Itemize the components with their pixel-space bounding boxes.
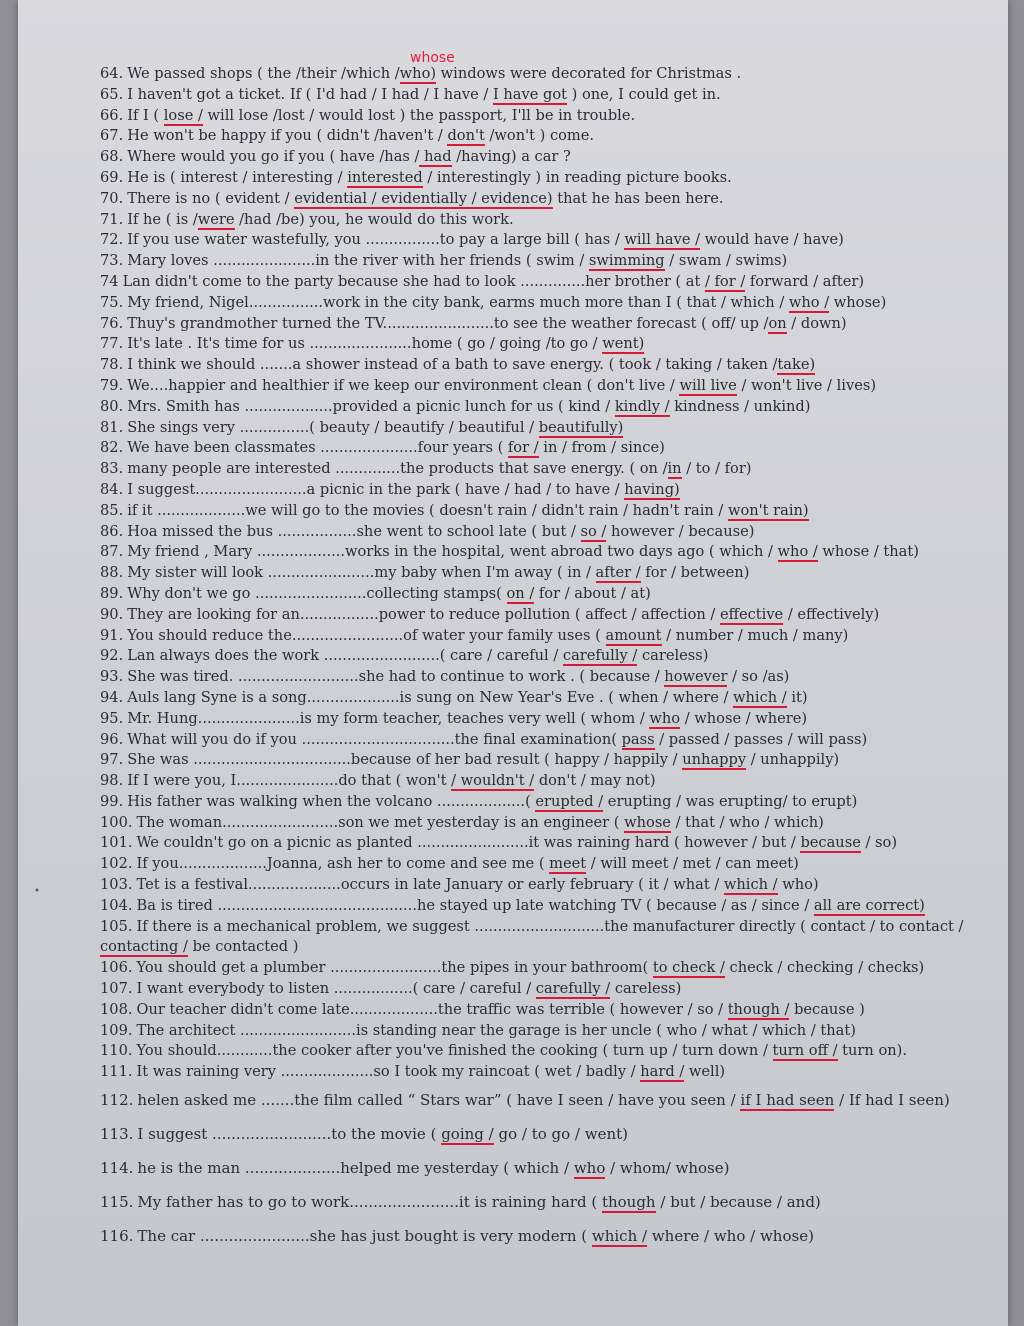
question-line: [100, 1117, 990, 1151]
question-text: It's late . It's time for us ......................home ( go / going /to go /: [127, 335, 603, 353]
question-text: We have been classmates .....................four years (: [127, 439, 508, 457]
question-text: he is the man ....................helped me yesterday ( which /: [137, 1159, 574, 1178]
question-text: If I were you, I......................do that ( won't: [127, 772, 452, 790]
question-text: Where would you go if you ( have /has /: [127, 148, 420, 166]
question-line: [100, 355, 990, 376]
question-line: [100, 584, 990, 605]
question-number: 93.: [100, 668, 124, 686]
question-text: whose / that): [817, 543, 919, 561]
underlined-answer: going /: [441, 1125, 494, 1144]
question-text: where / who / whose): [647, 1227, 814, 1246]
question-number: 114.: [100, 1159, 134, 1178]
question-text: You should reduce the........................of water your family uses (: [127, 626, 606, 644]
question-number: 109.: [100, 1021, 133, 1039]
question-text: / that / who / which): [670, 813, 824, 831]
question-text: for / about / at): [534, 584, 651, 602]
underlined-answer: in: [667, 460, 682, 478]
question-number: 99.: [100, 792, 124, 810]
underlined-answer: who: [649, 709, 681, 727]
question-number: 92.: [100, 647, 124, 665]
question-number: 83.: [100, 460, 124, 478]
question-line: [100, 1000, 990, 1021]
question-text: There is no ( evident /: [127, 189, 295, 207]
question-line: [100, 230, 990, 251]
question-text: kindness / unkind): [669, 397, 811, 415]
underlined-answer: take): [777, 356, 816, 374]
question-number: 100.: [100, 813, 133, 831]
underlined-answer: so /: [580, 522, 607, 540]
question-line: [100, 626, 990, 647]
question-number: 81.: [100, 418, 124, 436]
question-number: 97.: [100, 751, 124, 769]
question-text: Mrs. Smith has ...................provided a picnic lunch for us ( kind /: [127, 397, 615, 415]
underlined-answer: evidential / evidentially / evidence): [294, 189, 553, 207]
question-text: / so /as): [727, 668, 790, 686]
underlined-answer: were: [197, 210, 235, 228]
question-line: [100, 875, 990, 896]
underlined-answer: who: [573, 1159, 606, 1178]
underlined-answer: on /: [506, 584, 535, 602]
underlined-answer: however: [664, 668, 728, 686]
question-line: [100, 563, 990, 584]
question-line: [100, 1185, 990, 1219]
question-text: We couldn't go on a picnic as planted ........................it was raining hard ( however / but /: [136, 834, 801, 852]
question-line: [100, 1083, 990, 1117]
underlined-answer: meet: [549, 855, 587, 873]
underlined-answer: if I had seen: [740, 1091, 835, 1110]
underlined-answer: will have /: [624, 231, 701, 249]
question-text: / passed / passes / will pass): [654, 730, 868, 748]
underlined-answer: effective: [719, 605, 784, 623]
question-text: ) one, I could get in.: [567, 85, 721, 103]
question-line: [100, 605, 990, 626]
question-line: [100, 210, 990, 231]
question-line: [100, 147, 990, 168]
question-number: 94.: [100, 688, 124, 706]
question-number: 78.: [100, 356, 124, 374]
question-text: I haven't got a ticket. If ( I'd had / I had / I have /: [127, 85, 493, 103]
underlined-answer: I have got: [492, 85, 567, 103]
question-text: careless): [610, 980, 682, 998]
margin-mark: •: [34, 886, 40, 897]
question-line: [100, 854, 990, 875]
question-line: [100, 397, 990, 418]
question-line: [100, 418, 990, 439]
question-text: be contacted ): [187, 938, 299, 956]
question-text: My father has to go to work.......................it is raining hard (: [137, 1193, 602, 1212]
question-text: /had /be) you, he would do this work.: [234, 210, 514, 228]
underlined-answer: to check /: [652, 959, 725, 977]
question-number: 96.: [100, 730, 124, 748]
question-line: [100, 293, 990, 314]
question-text: / number / much / many): [661, 626, 849, 644]
question-text: He won't be happy if you ( didn't /haven't /: [127, 127, 448, 145]
underlined-answer: beautifully): [538, 418, 624, 436]
underlined-answer: though: [601, 1193, 656, 1212]
question-text: She sings very ...............( beauty / beautify / beautiful /: [127, 418, 539, 436]
question-line: [100, 979, 990, 1000]
question-text: She was ..................................because of her bad result ( happy / happily /: [127, 751, 683, 769]
question-number: 73.: [100, 252, 124, 270]
question-number: 84.: [100, 480, 124, 498]
question-number: 112.: [100, 1091, 134, 1110]
question-line: [100, 189, 990, 210]
question-number: 107.: [100, 980, 133, 998]
question-text: Mary loves ......................in the river with her friends ( swim /: [127, 252, 589, 270]
question-text: however / because): [606, 522, 755, 540]
question-number: 79.: [100, 376, 124, 394]
question-number: 82.: [100, 439, 124, 457]
underlined-answer: after /: [595, 564, 641, 582]
underlined-answer: for /: [507, 439, 539, 457]
question-line: [100, 376, 990, 397]
question-text: for / between): [640, 564, 750, 582]
underlined-answer: which /: [591, 1227, 648, 1246]
question-text: If I (: [127, 106, 164, 124]
question-number: 68.: [100, 148, 124, 166]
question-number: 87.: [100, 543, 124, 561]
underlined-answer: carefully /: [562, 647, 638, 665]
question-number: 85.: [100, 501, 124, 519]
question-text: / swam / swims): [664, 252, 788, 270]
question-line: [100, 314, 990, 335]
underlined-answer: having): [624, 480, 680, 498]
question-text: / unhappily): [746, 751, 840, 769]
question-text: You should............the cooker after you've finished the cooking ( turn up / turn down /: [136, 1042, 773, 1060]
question-number: 66.: [100, 106, 124, 124]
underlined-answer: who /: [788, 293, 830, 311]
question-text: because ): [789, 1000, 865, 1018]
question-text: / effectively): [783, 605, 880, 623]
question-text: will lose /lost / would lost ) the passport, I'll be in trouble.: [202, 106, 636, 124]
question-text: turn on).: [837, 1042, 907, 1060]
question-text: You should get a plumber ........................the pipes in your bathroom(: [136, 959, 653, 977]
question-text: / will meet / met / can meet): [586, 855, 799, 873]
underlined-answer: who /: [777, 543, 818, 561]
question-text: They are looking for an.................power to reduce pollution ( affect / affection /: [127, 605, 720, 623]
question-text: forward / after): [745, 272, 865, 290]
question-number: 110.: [100, 1042, 133, 1060]
question-text: / If had I seen): [834, 1091, 950, 1110]
question-text: well): [684, 1063, 726, 1081]
question-text: She was tired. ..........................she had to continue to work . ( because /: [127, 668, 665, 686]
question-text: What will you do if you .................................the final examination(: [127, 730, 622, 748]
question-line: [100, 542, 990, 563]
question-text: that he has been here.: [552, 189, 724, 207]
underlined-answer: don't: [447, 127, 485, 145]
question-number: 104.: [100, 896, 133, 914]
underlined-answer: unhappy: [682, 751, 747, 769]
question-line: [100, 106, 990, 127]
question-number: 74: [100, 272, 119, 290]
question-line: [100, 251, 990, 272]
question-line: [100, 438, 990, 459]
question-number: 105.: [100, 917, 133, 935]
question-text: If there is a mechanical problem, we suggest ............................the manufacturer directly ( contact / to contact /: [136, 917, 964, 935]
question-text: / down): [786, 314, 847, 332]
question-text: Lan always does the work .........................( care / careful /: [127, 647, 563, 665]
question-number: 116.: [100, 1227, 134, 1246]
question-text: It was raining very ....................so I took my raincoat ( wet / badly /: [136, 1063, 641, 1081]
question-number: 88.: [100, 564, 124, 582]
question-number: 67.: [100, 127, 124, 145]
question-number: 70.: [100, 189, 124, 207]
question-number: 89.: [100, 584, 124, 602]
question-line: [100, 646, 990, 667]
question-number: 111.: [100, 1063, 133, 1081]
question-line: [100, 792, 990, 813]
underlined-answer: went): [602, 335, 645, 353]
underlined-answer: carefully /: [535, 980, 611, 998]
question-text: His father was walking when the volcano ...................(: [127, 792, 536, 810]
question-text: /having) a car ?: [451, 148, 571, 166]
question-line: [100, 85, 990, 106]
underlined-answer: won't rain): [727, 501, 809, 519]
question-number: 65.: [100, 85, 124, 103]
question-text: /won't ) come.: [484, 127, 595, 145]
question-line: [100, 334, 990, 355]
question-line: [100, 64, 990, 85]
question-number: 69.: [100, 168, 124, 186]
question-line: [100, 501, 990, 522]
underlined-answer: swimming: [588, 252, 665, 270]
question-text: in / from / since): [538, 439, 665, 457]
question-text: Thuy's grandmother turned the TV........................to see the weather forecast ( off/ up /: [127, 314, 769, 332]
question-number: 75.: [100, 293, 124, 311]
question-line: [100, 750, 990, 771]
question-text: I want everybody to listen .................( care / careful /: [136, 980, 536, 998]
underlined-answer: on: [768, 314, 787, 332]
underlined-answer: will live: [679, 376, 737, 394]
underlined-answer: which /: [723, 876, 778, 894]
question-line: [100, 917, 990, 938]
question-text: whose): [829, 293, 887, 311]
question-number: 106.: [100, 959, 133, 977]
question-text: check / checking / checks): [724, 959, 925, 977]
underlined-answer: whose: [624, 813, 671, 831]
question-number: 113.: [100, 1125, 134, 1144]
question-text: it): [786, 688, 808, 706]
question-line: [100, 1021, 990, 1042]
question-number: 91.: [100, 626, 124, 644]
question-text: / to / for): [681, 460, 752, 478]
question-text: Lan didn't come to the party because she had to look ..............her brother ( at: [122, 272, 705, 290]
question-text: / whose / where): [680, 709, 808, 727]
underlined-answer: / for /: [704, 272, 746, 290]
question-text: / but / because / and): [655, 1193, 821, 1212]
question-text: windows were decorated for Christmas .: [436, 65, 742, 82]
question-text: I suggest........................a picnic in the park ( have / had / to have /: [127, 480, 625, 498]
question-text: Mr. Hung......................is my form teacher, teaches very well ( whom /: [127, 709, 650, 727]
question-text: If he ( is /: [127, 210, 198, 228]
question-line: [100, 709, 990, 730]
question-text: My friend , Mary ...................works in the hospital, went abroad two days ago ( which /: [127, 543, 778, 561]
worksheet-page: [18, 0, 1008, 1326]
question-line: [100, 688, 990, 709]
question-line: [100, 168, 990, 189]
underlined-answer: kindly /: [614, 397, 670, 415]
underlined-answer: / wouldn't /: [451, 772, 535, 790]
question-number: 64.: [100, 65, 124, 82]
question-text: who): [777, 876, 819, 894]
question-text: Tet is a festival....................occurs in late January or early february ( it / what /: [136, 876, 724, 894]
question-line: [100, 1151, 990, 1185]
question-text: We passed shops ( the /their /which /: [127, 65, 400, 82]
question-text: The car .......................she has just bought is very modern (: [137, 1227, 592, 1246]
question-text: The architect .........................is standing near the garage is her uncle ( who / what / which / that): [136, 1021, 856, 1039]
question-text: erupting / was erupting/ to erupt): [603, 792, 858, 810]
question-text: Hoa missed the bus .................she went to school late ( but /: [127, 522, 581, 540]
question-number: 95.: [100, 709, 124, 727]
underlined-answer: turn off /: [772, 1042, 838, 1060]
question-text: My sister will look .......................my baby when I'm away ( in /: [127, 564, 596, 582]
question-line: [100, 896, 990, 917]
question-text: Auls lang Syne is a song....................is sung on New Year's Eve . ( when / where /: [127, 688, 734, 706]
question-text: / interestingly ) in reading picture books.: [422, 168, 732, 186]
question-text: if it ...................we will go to the movies ( doesn't rain / didn't rain / hadn't rain /: [127, 501, 728, 519]
question-text: We....happier and healthier if we keep our environment clean ( don't live /: [127, 376, 680, 394]
question-line: [100, 771, 990, 792]
question-number: 102.: [100, 855, 133, 873]
question-list: [100, 64, 990, 1253]
question-text: I think we should .......a shower instead of a bath to save energy. ( took / taking / taken /: [127, 356, 778, 374]
question-text: / won't live / lives): [736, 376, 877, 394]
underlined-answer: hard /: [640, 1063, 685, 1081]
question-line: [100, 937, 990, 958]
question-line: [100, 667, 990, 688]
underlined-answer: because: [800, 834, 861, 852]
question-line: [100, 813, 990, 834]
question-number: 90.: [100, 605, 124, 623]
question-text: The woman.........................son we met yesterday is an engineer (: [136, 813, 625, 831]
question-line: [100, 730, 990, 751]
question-text: / so): [860, 834, 898, 852]
underlined-answer: all are correct): [813, 896, 925, 914]
question-text: He is ( interest / interesting /: [127, 168, 348, 186]
question-line: [100, 126, 990, 147]
question-text: / whom/ whose): [605, 1159, 730, 1178]
question-text: Why don't we go ........................collecting stamps(: [127, 584, 507, 602]
question-number: 101.: [100, 834, 133, 852]
question-line: [100, 459, 990, 480]
question-line: [100, 272, 990, 293]
question-text: My friend, Nigel................work in the city bank, earms much more than I ( that / which /: [127, 293, 789, 311]
question-text: careless): [637, 647, 709, 665]
question-text: Our teacher didn't come late...................the traffic was terrible ( however / so /: [136, 1000, 728, 1018]
question-number: 103.: [100, 876, 133, 894]
question-text: would have / have): [700, 231, 844, 249]
question-text: go / to go / went): [493, 1125, 628, 1144]
question-number: 72.: [100, 231, 124, 249]
question-line: [100, 958, 990, 979]
question-number: 108.: [100, 1000, 133, 1018]
question-text: don't / may not): [534, 772, 656, 790]
question-number: 71.: [100, 210, 124, 228]
underlined-answer: who): [399, 65, 437, 82]
underlined-answer: pass: [621, 730, 655, 748]
underlined-answer: erupted /: [535, 792, 604, 810]
question-number: 77.: [100, 335, 124, 353]
question-text: I suggest .........................to the movie (: [137, 1125, 442, 1144]
question-line: [100, 833, 990, 854]
question-number: 98.: [100, 772, 124, 790]
underlined-answer: amount: [605, 626, 662, 644]
question-line: [100, 522, 990, 543]
question-number: 76.: [100, 314, 124, 332]
underlined-answer: though /: [727, 1000, 790, 1018]
question-text: If you use water wastefully, you ................to pay a large bill ( has /: [127, 231, 625, 249]
question-line: [100, 1219, 990, 1253]
underlined-answer: lose /: [163, 106, 203, 124]
underlined-answer: which /: [733, 688, 787, 706]
underlined-answer: contacting /: [100, 938, 188, 956]
underlined-answer: interested: [347, 168, 423, 186]
question-text: helen asked me .......the film called “ Stars war” ( have I seen / have you seen /: [137, 1091, 741, 1110]
question-number: 86.: [100, 522, 124, 540]
question-line: [100, 1062, 990, 1083]
handwritten-annotation: whose: [410, 50, 455, 66]
question-number: 115.: [100, 1193, 134, 1212]
question-number: 80.: [100, 397, 124, 415]
question-text: Ba is tired ...........................................he stayed up late watching TV ( because / as / since /: [136, 896, 814, 914]
question-text: many people are interested ..............the products that save energy. ( on /: [127, 460, 668, 478]
question-line: [100, 1041, 990, 1062]
underlined-answer: had: [419, 148, 452, 166]
question-text: If you...................Joanna, ash her to come and see me (: [136, 855, 550, 873]
question-line: [100, 480, 990, 501]
